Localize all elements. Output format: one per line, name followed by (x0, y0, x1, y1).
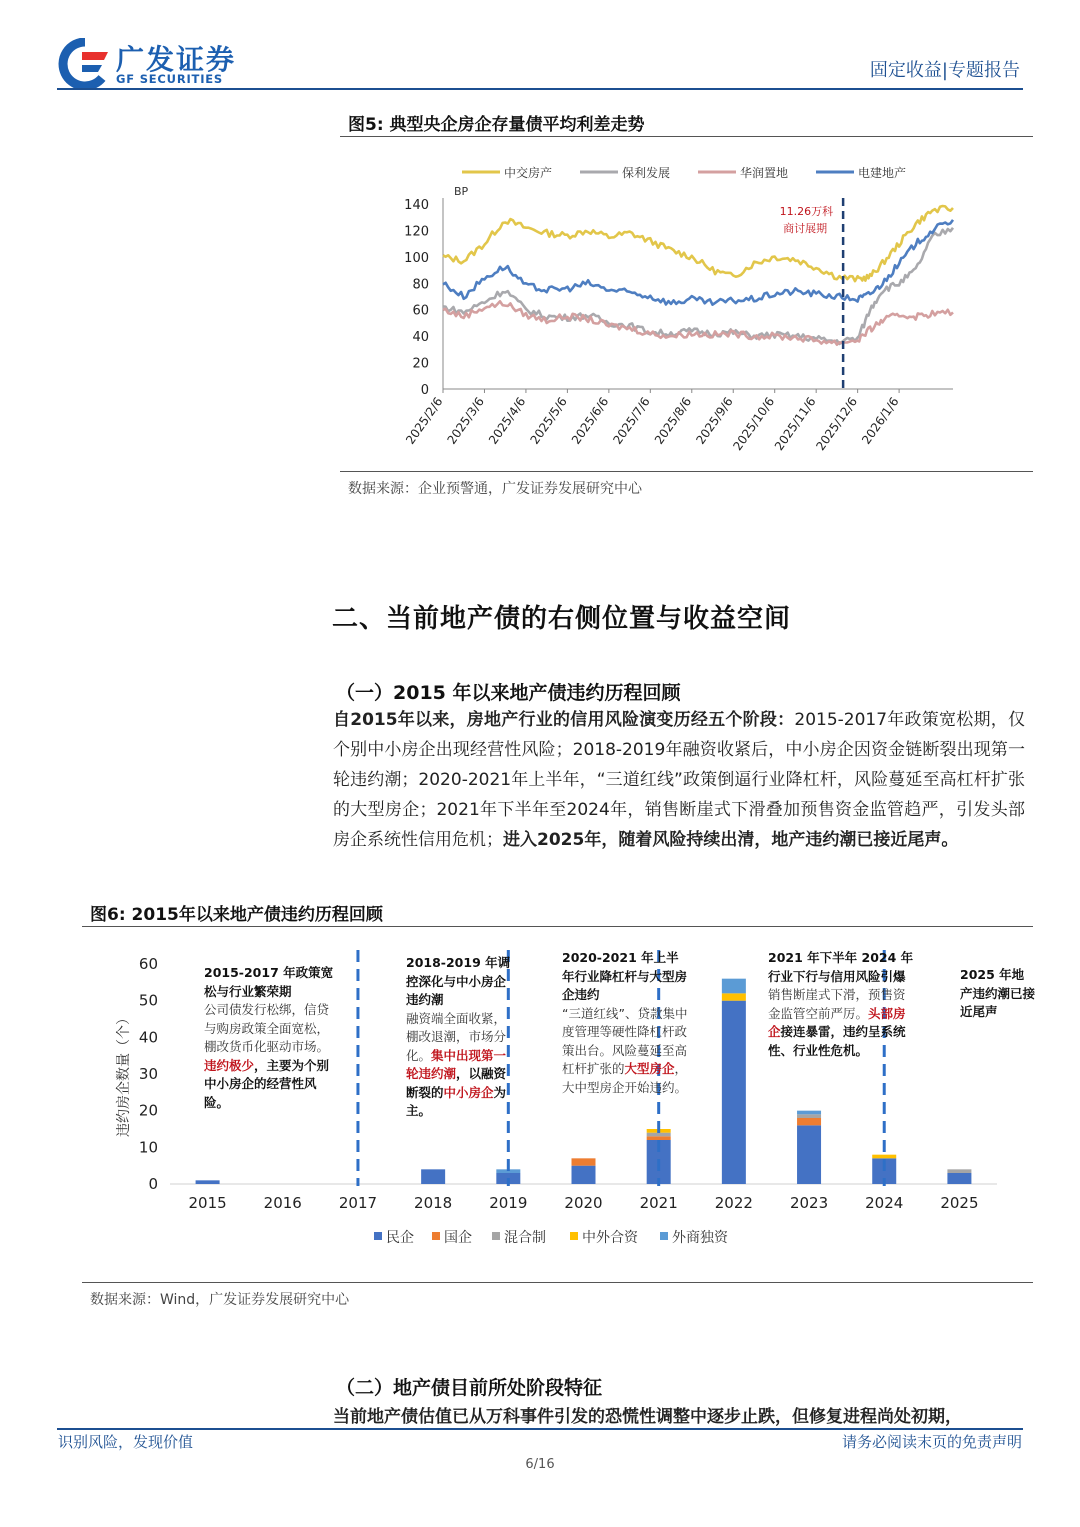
phase-annotation-3 (562, 949, 690, 1097)
phase-annotation-4 (768, 949, 914, 1060)
y-axis-unit: BP (454, 185, 469, 198)
y-tick-label: 60 (138, 955, 158, 973)
fig6-title: 图6: 2015年以来地产债违约历程回顾 (90, 905, 383, 925)
legend-swatch-2 (492, 1232, 500, 1240)
paragraph-1 (333, 705, 1025, 855)
phase-1-title: 2015-2017 年政策宽松与行业繁荣期 (204, 965, 334, 999)
paragraph-1-lead: 自2015年以来，房地产行业的信用风险演变历经五个阶段： (333, 710, 795, 730)
phase-2-title: 2018-2019 年调控深化与中小房企违约潮 (406, 955, 511, 1007)
fig6-bottom-rule (82, 1282, 1033, 1283)
subsection-2-heading: （二）地产债目前所处阶段特征 (336, 1377, 603, 1399)
section-heading: 二、当前地产债的右侧位置与收益空间 (332, 604, 792, 634)
phase-3-title: 2020-2021 年上半年行业降杠杆与大型房企违约 (562, 950, 688, 1002)
legend-label-1: 国企 (444, 1230, 472, 1246)
y-tick-label: 30 (138, 1065, 158, 1083)
x-tick-label: 2018 (414, 1194, 453, 1212)
x-tick-label: 2015 (188, 1194, 227, 1212)
y-tick-label: 100 (404, 250, 429, 266)
phase-2-highlight-2: 中小房企 (443, 1084, 494, 1100)
phase-annotation-1 (204, 964, 336, 1112)
y-tick-label: 40 (412, 330, 429, 346)
y-tick-label: 0 (148, 1175, 158, 1193)
logo-cn: 广发证券 (116, 43, 237, 76)
phase-4-title: 2021 年下半年 2024 年行业下行与信用风险引爆 (768, 950, 914, 984)
x-tick-label: 2025/3/6 (444, 394, 487, 447)
fig6-top-rule (82, 926, 1033, 927)
x-tick-label: 2026/1/6 (859, 394, 902, 447)
x-tick-label: 2025/12/6 (813, 394, 861, 454)
footer-rule (57, 1428, 1023, 1430)
phase-annotation-2 (406, 954, 514, 1121)
legend-swatch-4 (660, 1232, 668, 1240)
bar-2022-中外合资 (722, 993, 746, 1000)
legend-label-2: 华润置地 (740, 166, 789, 180)
x-tick-label: 2022 (714, 1194, 753, 1212)
bar-2020-国企 (572, 1158, 596, 1165)
bar-2023-民企 (797, 1125, 821, 1184)
x-tick-label: 2019 (489, 1194, 528, 1212)
y-tick-label: 80 (412, 277, 429, 293)
x-tick-label: 2025/7/6 (610, 394, 653, 447)
y-tick-label: 50 (138, 991, 158, 1010)
phase-4-tail: 接连暴雷，违约呈系统性、行业性危机。 (768, 1024, 906, 1058)
legend-label-3: 电建地产 (858, 166, 907, 180)
phase-2-highlight: 集中出现第一轮违约潮 (406, 1047, 507, 1081)
y-tick-label: 0 (420, 383, 429, 398)
phase-3-tail: ，大中型房企开始违约。 (562, 1061, 688, 1095)
footer-slogan: 识别风险，发现价值 (58, 1433, 194, 1451)
y-tick-label: 10 (138, 1138, 158, 1157)
x-tick-label: 2025/2/6 (403, 394, 446, 447)
bar-2023-外商独资 (797, 1111, 821, 1115)
bar-2024-中外合资 (872, 1155, 896, 1159)
phase-3-highlight: 大型房企 (624, 1061, 675, 1076)
x-tick-label: 2025/9/6 (693, 394, 736, 447)
fig5-source: 数据来源：企业预警通，广发证券发展研究中心 (348, 481, 642, 497)
bar-2020-民企 (572, 1166, 596, 1184)
phase-2-body: 融资端全面收紧，棚改退潮，市场分化。 (406, 1010, 507, 1063)
legend-label-4: 外商独资 (672, 1230, 728, 1246)
phase-2-mid: ，以融资断裂的 (406, 1066, 507, 1100)
y-tick-label: 60 (412, 303, 429, 319)
legend-swatch-3 (570, 1232, 578, 1240)
phase-4-highlight: 头部房企 (768, 1005, 906, 1039)
fig5-title: 图5: 典型央企房企存量债平均利差走势 (348, 115, 645, 135)
x-tick-label: 2016 (263, 1194, 302, 1212)
bar-2022-外商独资 (722, 979, 746, 994)
legend-label-3: 中外合资 (582, 1230, 638, 1246)
legend-label-0: 民企 (386, 1230, 414, 1246)
y-tick-label: 140 (404, 198, 429, 213)
bar-2023-混合制 (797, 1114, 821, 1118)
series-line-华润置地 (443, 301, 953, 344)
x-tick-label: 2023 (789, 1194, 829, 1212)
bar-2021-国企 (647, 1136, 671, 1140)
x-tick-label: 2025/8/6 (651, 394, 695, 447)
legend-label-2: 混合制 (504, 1230, 546, 1246)
x-tick-label: 2020 (564, 1194, 603, 1212)
phase-annotation-5 (960, 966, 1036, 1022)
legend-label-0: 中交房产 (504, 166, 553, 180)
report-type: 固定收益|专题报告 (869, 60, 1020, 81)
header-rule (57, 88, 1023, 90)
x-tick-label: 2017 (338, 1194, 378, 1212)
fig5-line-chart (340, 142, 1033, 470)
x-tick-label: 2025/10/6 (730, 394, 778, 454)
y-tick-label: 40 (138, 1028, 158, 1047)
phase-1-body: 公司债发行松绑，信贷与购房政策全面宽松，棚改货币化驱动市场。 (204, 1002, 330, 1054)
bar-2025-民企 (947, 1173, 971, 1184)
paragraph-1-conclusion: 进入2025年，随着风险持续出清，地产违约潮已接近尾声。 (503, 830, 959, 850)
bar-2025-混合制 (947, 1169, 971, 1173)
paragraph-1-body: 2015-2017年政策宽松期，仅个别中小房企出现经营性风险；2018-2019年融资收紧后，中小房企因资金链断裂出现第一轮违约潮；2020-2021年上半年，“三道红线”政策倒逼行业降杠杆，风险蔓延至高杠杆扩张的大型房企；2021年下半年至2024年，销售断崖式下滑叠加预售资金监管趋严，引发头部房企系统性信用危机； (333, 710, 1025, 850)
legend-swatch-1 (432, 1232, 440, 1240)
bar-2022-民企 (722, 1001, 746, 1184)
legend-swatch-0 (374, 1232, 382, 1240)
bar-2023-国企 (797, 1118, 821, 1125)
x-tick-label: 2025 (940, 1194, 979, 1212)
paragraph-2: 当前地产债估值已从万科事件引发的恐慌性调整中逐步止跌，但修复进程尚处初期， (333, 1407, 962, 1427)
page-number: 6/16 (525, 1457, 555, 1472)
x-tick-label: 2024 (865, 1194, 904, 1212)
event-label-2: 商讨展期 (783, 222, 828, 235)
fig6-source: 数据来源：Wind，广发证券发展研究中心 (90, 1292, 350, 1308)
phase-1-highlight: 违约极少 (204, 1057, 255, 1073)
footer-disclaimer: 请务必阅读末页的免责声明 (841, 1433, 1022, 1451)
x-tick-label: 2021 (639, 1194, 678, 1212)
phase-1-tail: ，主要为个别中小房企的经营性风险。 (204, 1057, 330, 1110)
y-axis-title: 违约房企数量（个） (116, 1011, 132, 1137)
phase-3-body: “三道红线”、贷款集中度管理等硬性降杠杆政策出台。风险蔓延至高杠杆扩张的 (562, 1005, 688, 1076)
fig5-bottom-rule (340, 471, 1033, 472)
phase-4-body: 销售断崖式下滑，预售资金监管空前严厉。 (768, 987, 906, 1021)
bar-2021-混合制 (647, 1133, 671, 1137)
y-tick-label: 120 (404, 224, 429, 240)
phase-2-tail: 为主。 (406, 1084, 507, 1118)
series-line-中交房产 (443, 206, 953, 281)
logo-mark (58, 38, 112, 88)
x-tick-label: 2025/4/6 (485, 394, 529, 447)
x-tick-label: 2025/5/6 (527, 394, 570, 447)
bar-2018-民企 (421, 1169, 445, 1184)
logo-en: GF SECURITIES (116, 72, 224, 86)
fig5-top-rule (340, 136, 1033, 137)
phase-5-title: 2025 年地产违约潮已接近尾声 (960, 967, 1036, 1019)
x-tick-label: 2025/6/6 (568, 394, 612, 447)
bar-2015-民企 (196, 1180, 220, 1184)
legend-label-1: 保利发展 (622, 166, 671, 180)
subsection-1-heading: （一）2015 年以来地产债违约历程回顾 (336, 682, 681, 704)
y-tick-label: 20 (138, 1101, 158, 1120)
event-label-1: 11.26万科 (779, 205, 834, 218)
y-tick-label: 20 (412, 356, 429, 372)
x-tick-label: 2025/11/6 (771, 394, 819, 454)
